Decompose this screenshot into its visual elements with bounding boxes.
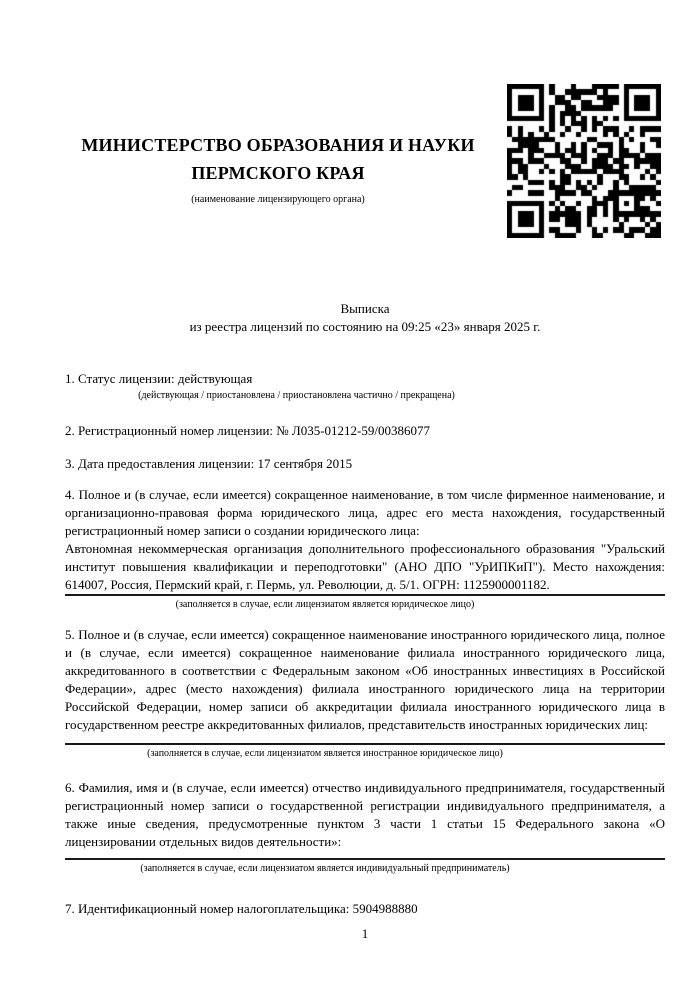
document-body (65, 300, 665, 918)
license-grant-date: 3. Дата предоставления лицензии: 17 сентября 2015 (65, 456, 353, 471)
org-name-line1: МИНИСТЕРСТВО ОБРАЗОВАНИЯ И НАУКИ (81, 135, 475, 155)
license-registration-number: 2. Регистрационный номер лицензии: № Л035-01212-59/00386077 (65, 423, 431, 438)
foreign-entity-section-label: 5. Полное и (в случае, если имеется) сокращенное наименование иностранного юридического лица, полное и (в случае, если имеется) сокращенное наименование филиала иностранного юридического лица, аккредитованного в соответствии с Федеральным законом «Об иностранных инвестициях в Российской Федерации», адрес (место нахождения) филиала иностранного юридического лица на территории Российской Федерации, номер записи об аккредитации филиала иностранного юридического лица в государственном реестре аккредитованных филиалов, представительств иностранных юридических лиц: (65, 627, 665, 732)
taxpayer-id: 7. Идентификационный номер налогоплательщика: 5904988880 (65, 901, 418, 916)
entrepreneur-underline (65, 858, 665, 860)
foreign-entity-underline (65, 743, 665, 745)
legal-entity-underline (65, 594, 665, 596)
org-name-caption: (наименование лицензирующего органа) (191, 194, 365, 205)
org-name-line2: ПЕРМСКОГО КРАЯ (191, 163, 365, 183)
license-status-options-caption: (действующая / приостановлена / приостановлена частично / прекращена) (138, 390, 455, 401)
legal-entity-value: Автономная некоммерческая организация дополнительного профессионального образования "Уральский институт повышения квалификации и переподготовки" (АНО ДПО "УрИПКиП"). Место нахождения: 614007, Россия, Пермский край, г. Пермь, ул. Революции, д. 5/1. ОГРН: 1125900001182. (65, 541, 665, 592)
entrepreneur-section-label: 6. Фамилия, имя и (в случае, если имеется) отчество индивидуального предпринимателя, государственный регистрационный номер записи о государственной регистрации индивидуального предпринимателя, а также иные сведения, предусмотренные пунктом 3 части 1 статьи 15 Федерального закона «О лицензировании отдельных видов деятельности»: (65, 780, 665, 849)
foreign-entity-caption: (заполняется в случае, если лицензиатом является иностранное юридическое лицо) (147, 748, 503, 759)
entrepreneur-caption: (заполняется в случае, если лицензиатом является индивидуальный предприниматель) (140, 863, 510, 874)
licensing-authority-header (65, 131, 491, 206)
document-title-line1: Выписка (340, 301, 390, 316)
page-number: 1 (361, 926, 369, 941)
qr-code-icon (507, 84, 661, 238)
license-status: 1. Статус лицензии: действующая (65, 371, 253, 386)
document-title-line2: из реестра лицензий по состоянию на 09:25 «23» января 2025 г. (189, 319, 541, 334)
org-name (65, 131, 491, 187)
legal-entity-section-label: 4. Полное и (в случае, если имеется) сокращенное наименование, в том числе фирменное наименование, и организационно-правовая форма юридического лица, адрес его места нахождения, государственный регистрационный номер записи о создании юридического лица: (65, 487, 665, 538)
legal-entity-caption: (заполняется в случае, если лицензиатом является юридическое лицо) (175, 599, 475, 610)
document-title (65, 300, 665, 336)
